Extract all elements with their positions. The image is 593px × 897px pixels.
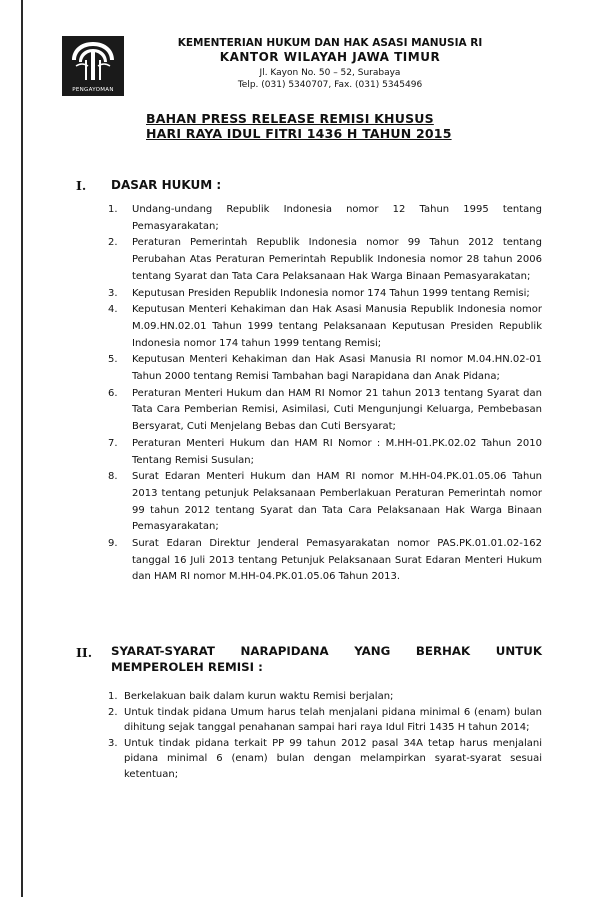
page-edge-line [21, 0, 23, 897]
legal-basis-list [108, 202, 542, 586]
list-item: 1. Undang-undang Republik Indonesia nomor 12 Tahun 1995 tentang Pemasyarakatan; [108, 204, 542, 232]
document-title-line1: BAHAN PRESS RELEASE REMISI KHUSUS [146, 111, 434, 126]
list-item: 2. Peraturan Pemerintah Republik Indonesia nomor 99 Tahun 2012 tentang Perubahan Atas Peraturan Pemerintah Republik Indonesia nomor 28 tahun 2006 tentang Syarat dan Tata Cara Pelaksanaan Hak Warga Binaan Pemasyarakatan; [108, 237, 542, 282]
logo-caption: PENGAYOMAN [72, 87, 114, 93]
list-item: 5. Keputusan Menteri Kehakiman dan Hak Asasi Manusia RI nomor M.04.HN.02-01 Tahun 2000 tentang Remisi Tambahan bagi Narapidana dan Anak Pidana; [108, 354, 542, 383]
list-item: 1. Berkelakuan baik dalam kurun waktu Remisi berjalan; [108, 691, 394, 702]
list-item: 9. Surat Edaran Direktur Jenderal Pemasyarakatan nomor PAS.PK.01.01.02-162 tanggal 16 Juli 2013 tentang Petunjuk Pelaksanaan Surat Edaran Menteri Hukum dan HAM RI nomor M.HH-04.PK.01.05.06 Tahun 2013. [108, 538, 542, 583]
office-name: KANTOR WILAYAH JAWA TIMUR [219, 50, 441, 64]
office-address: Jl. Kayon No. 50 – 52, Surabaya [259, 68, 401, 78]
list-item: 7. Peraturan Menteri Hukum dan HAM RI Nomor : M.HH-01.PK.02.02 Tahun 2010 Tentang Remisi Susulan; [108, 437, 542, 466]
list-item: 3. Untuk tindak pidana terkait PP 99 tahun 2012 pasal 34A tetap harus menjalani pidana minimal 6 (enam) bulan dengan melampirkan syarat-syarat sesuai ketentuan; [108, 737, 542, 780]
document-title-line2: HARI RAYA IDUL FITRI 1436 H TAHUN 2015 [146, 126, 452, 141]
pengayoman-logo [62, 36, 124, 96]
list-item: 6. Peraturan Menteri Hukum dan HAM RI Nomor 21 tahun 2013 tentang Syarat dan Tata Cara Pemberian Remisi, Asimilasi, Cuti Mengunjungi Keluarga, Pembebasan Bersyarat, Cuti Menjelang Bebas dan Cuti Bersyarat; [108, 387, 542, 433]
banyan-tree-icon [62, 36, 124, 86]
section-2-number: II. [76, 645, 93, 660]
list-item: 8. Surat Edaran Menteri Hukum dan HAM RI nomor M.HH-04.PK.01.05.06 Tahun 2013 tentang petunjuk Pelaksanaan Pemberlakuan Peraturan Pemerintah nomor 99 tahun 2012 tentang Syarat dan Tata Cara Pelaksanaan Hak Warga Binaan Pemasyarakatan; [108, 471, 542, 533]
list-item: 4. Keputusan Menteri Kehakiman dan Hak Asasi Manusia Republik Indonesia nomor M.09.HN.02.01 Tahun 1999 tentang Pelaksanaan Keputusan Presiden Republik Indonesia nomor 174 tahun 1999 tentang Remisi; [108, 304, 542, 349]
office-contact: Telp. (031) 5340707, Fax. (031) 5345496 [237, 80, 423, 90]
section-1-number: I. [76, 178, 87, 193]
list-item: 2. Untuk tindak pidana Umum harus telah menjalani pidana minimal 6 (enam) bulan dihitung sejak tanggal penahanan sampai hari raya Idul Fitri 1435 H tahun 2014; [108, 706, 542, 733]
ministry-name: KEMENTERIAN HUKUM DAN HAK ASASI MANUSIA RI [177, 37, 483, 49]
section-2-heading: SYARAT-SYARAT NARAPIDANA YANG BERHAK UNTUK MEMPEROLEH REMISI : [111, 644, 542, 674]
list-item: 3. Keputusan Presiden Republik Indonesia nomor 174 Tahun 1999 tentang Remisi; [108, 287, 530, 299]
remission-requirements-list [108, 689, 542, 782]
section-1-heading: DASAR HUKUM : [111, 178, 222, 192]
